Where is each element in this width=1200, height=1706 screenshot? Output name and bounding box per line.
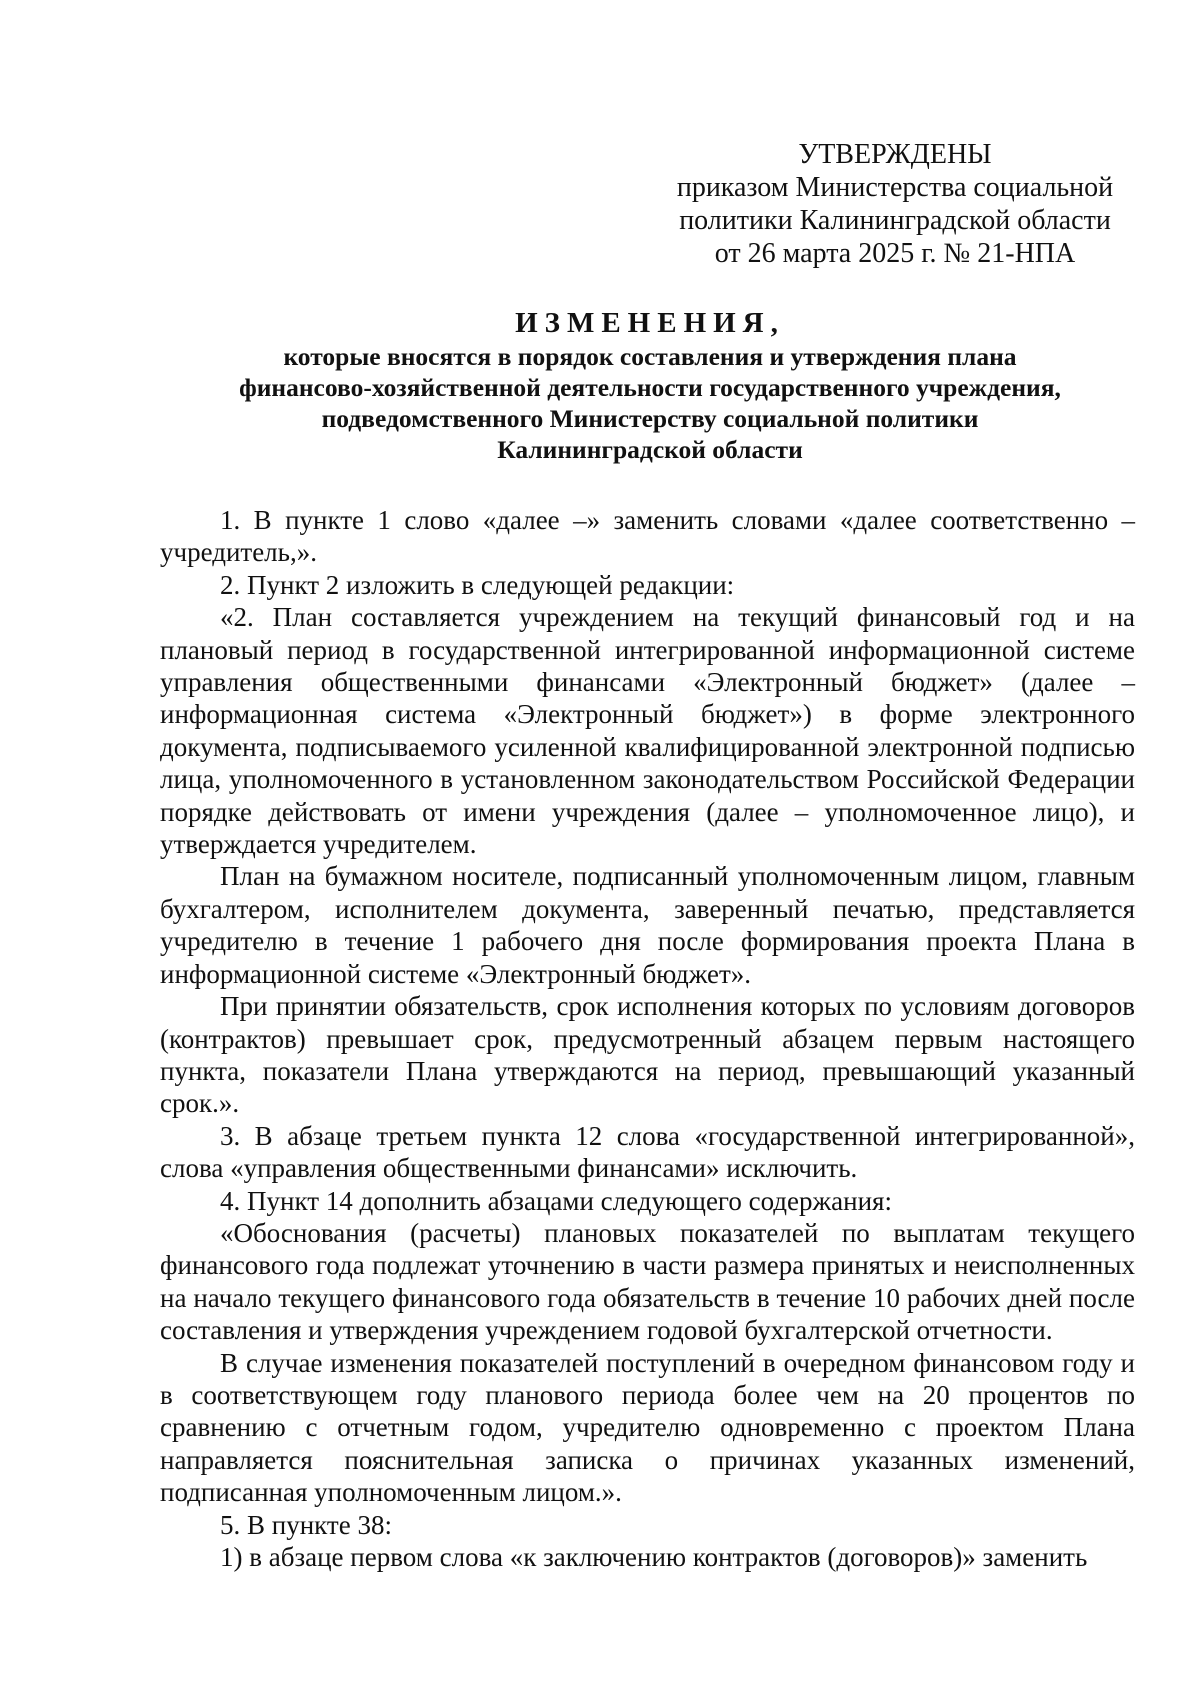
title-subheading-4: Калининградской области xyxy=(497,435,803,464)
title-subheading-1: которые вносятся в порядок составления и утверждения плана xyxy=(283,342,1017,371)
approval-stamp xyxy=(655,138,1135,270)
paragraph: «2. План составляется учреждением на текущий финансовый год и на плановый период в государственной интегрированной информационной системе управления общественными финансами «Электронный бюджет» (далее – информационная система «Электронный бюджет») в форме электронного документа, подписываемого усиленной квалифицированной электронной подписью лица, уполномоченного в установленном законодательством Российской Федерации порядке действовать от имени учреждения (далее – уполномоченное лицо), и утверждается учредителем. xyxy=(160,602,1135,860)
document-body xyxy=(160,504,1135,1573)
title-subheading-2: финансово-хозяйственной деятельности государственного учреждения, xyxy=(239,373,1061,402)
paragraph: 5. В пункте 38: xyxy=(220,1509,392,1540)
paragraph: В случае изменения показателей поступлений в очередном финансовом году и в соответствующем году планового периода более чем на 20 процентов по сравнению с отчетным годом, учредителю одновременно с проектом Плана направляется пояснительная записка о причинах указанных изменений, подписанная уполномоченным лицом.». xyxy=(160,1347,1135,1508)
approval-order-line: приказом Министерства социальной xyxy=(676,172,1114,203)
paragraph: При принятии обязательств, срок исполнения которых по условиям договоров (контрактов) превышает срок, предусмотренный абзацем первым настоящего пункта, показатели Плана утверждаются на период, превышающий указанный срок.». xyxy=(160,991,1135,1119)
paragraph: План на бумажном носителе, подписанный уполномоченным лицом, главным бухгалтером, исполнителем документа, заверенный печатью, представляется учредителю в течение 1 рабочего дня после формирования проекта Плана в информационной системе «Электронный бюджет». xyxy=(160,861,1135,989)
title-heading: ИЗМЕНЕНИЯ, xyxy=(515,307,785,339)
title-subheading-3: подведомственного Министерству социальной политики xyxy=(321,404,979,433)
approval-date-line: от 26 марта 2025 г. № 21-НПА xyxy=(714,238,1076,269)
paragraph: 4. Пункт 14 дополнить абзацами следующего содержания: xyxy=(220,1185,892,1216)
paragraph: 1) в абзаце первом слова «к заключению контрактов (договоров)» заменить xyxy=(220,1542,1088,1572)
paragraph: 1. В пункте 1 слово «далее –» заменить словами «далее соответственно – учредитель,». xyxy=(160,505,1135,568)
paragraph: 3. В абзаце третьем пункта 12 слова «государственной интегрированной», слова «управления общественными финансами» исключить. xyxy=(160,1120,1135,1184)
document-title xyxy=(160,305,1140,465)
paragraph: «Обоснования (расчеты) плановых показателей по выплатам текущего финансового года подлежат уточнению в части размера принятых и неисполненных на начало текущего финансового года обязательств в течение 10 рабочих дней после составления и утверждения учреждением годовой бухгалтерской отчетности. xyxy=(160,1217,1135,1346)
paragraph: 2. Пункт 2 изложить в следующей редакции: xyxy=(220,569,735,600)
approval-title: УТВЕРЖДЕНЫ xyxy=(798,139,992,170)
approval-ministry-line: политики Калининградской области xyxy=(679,205,1111,236)
